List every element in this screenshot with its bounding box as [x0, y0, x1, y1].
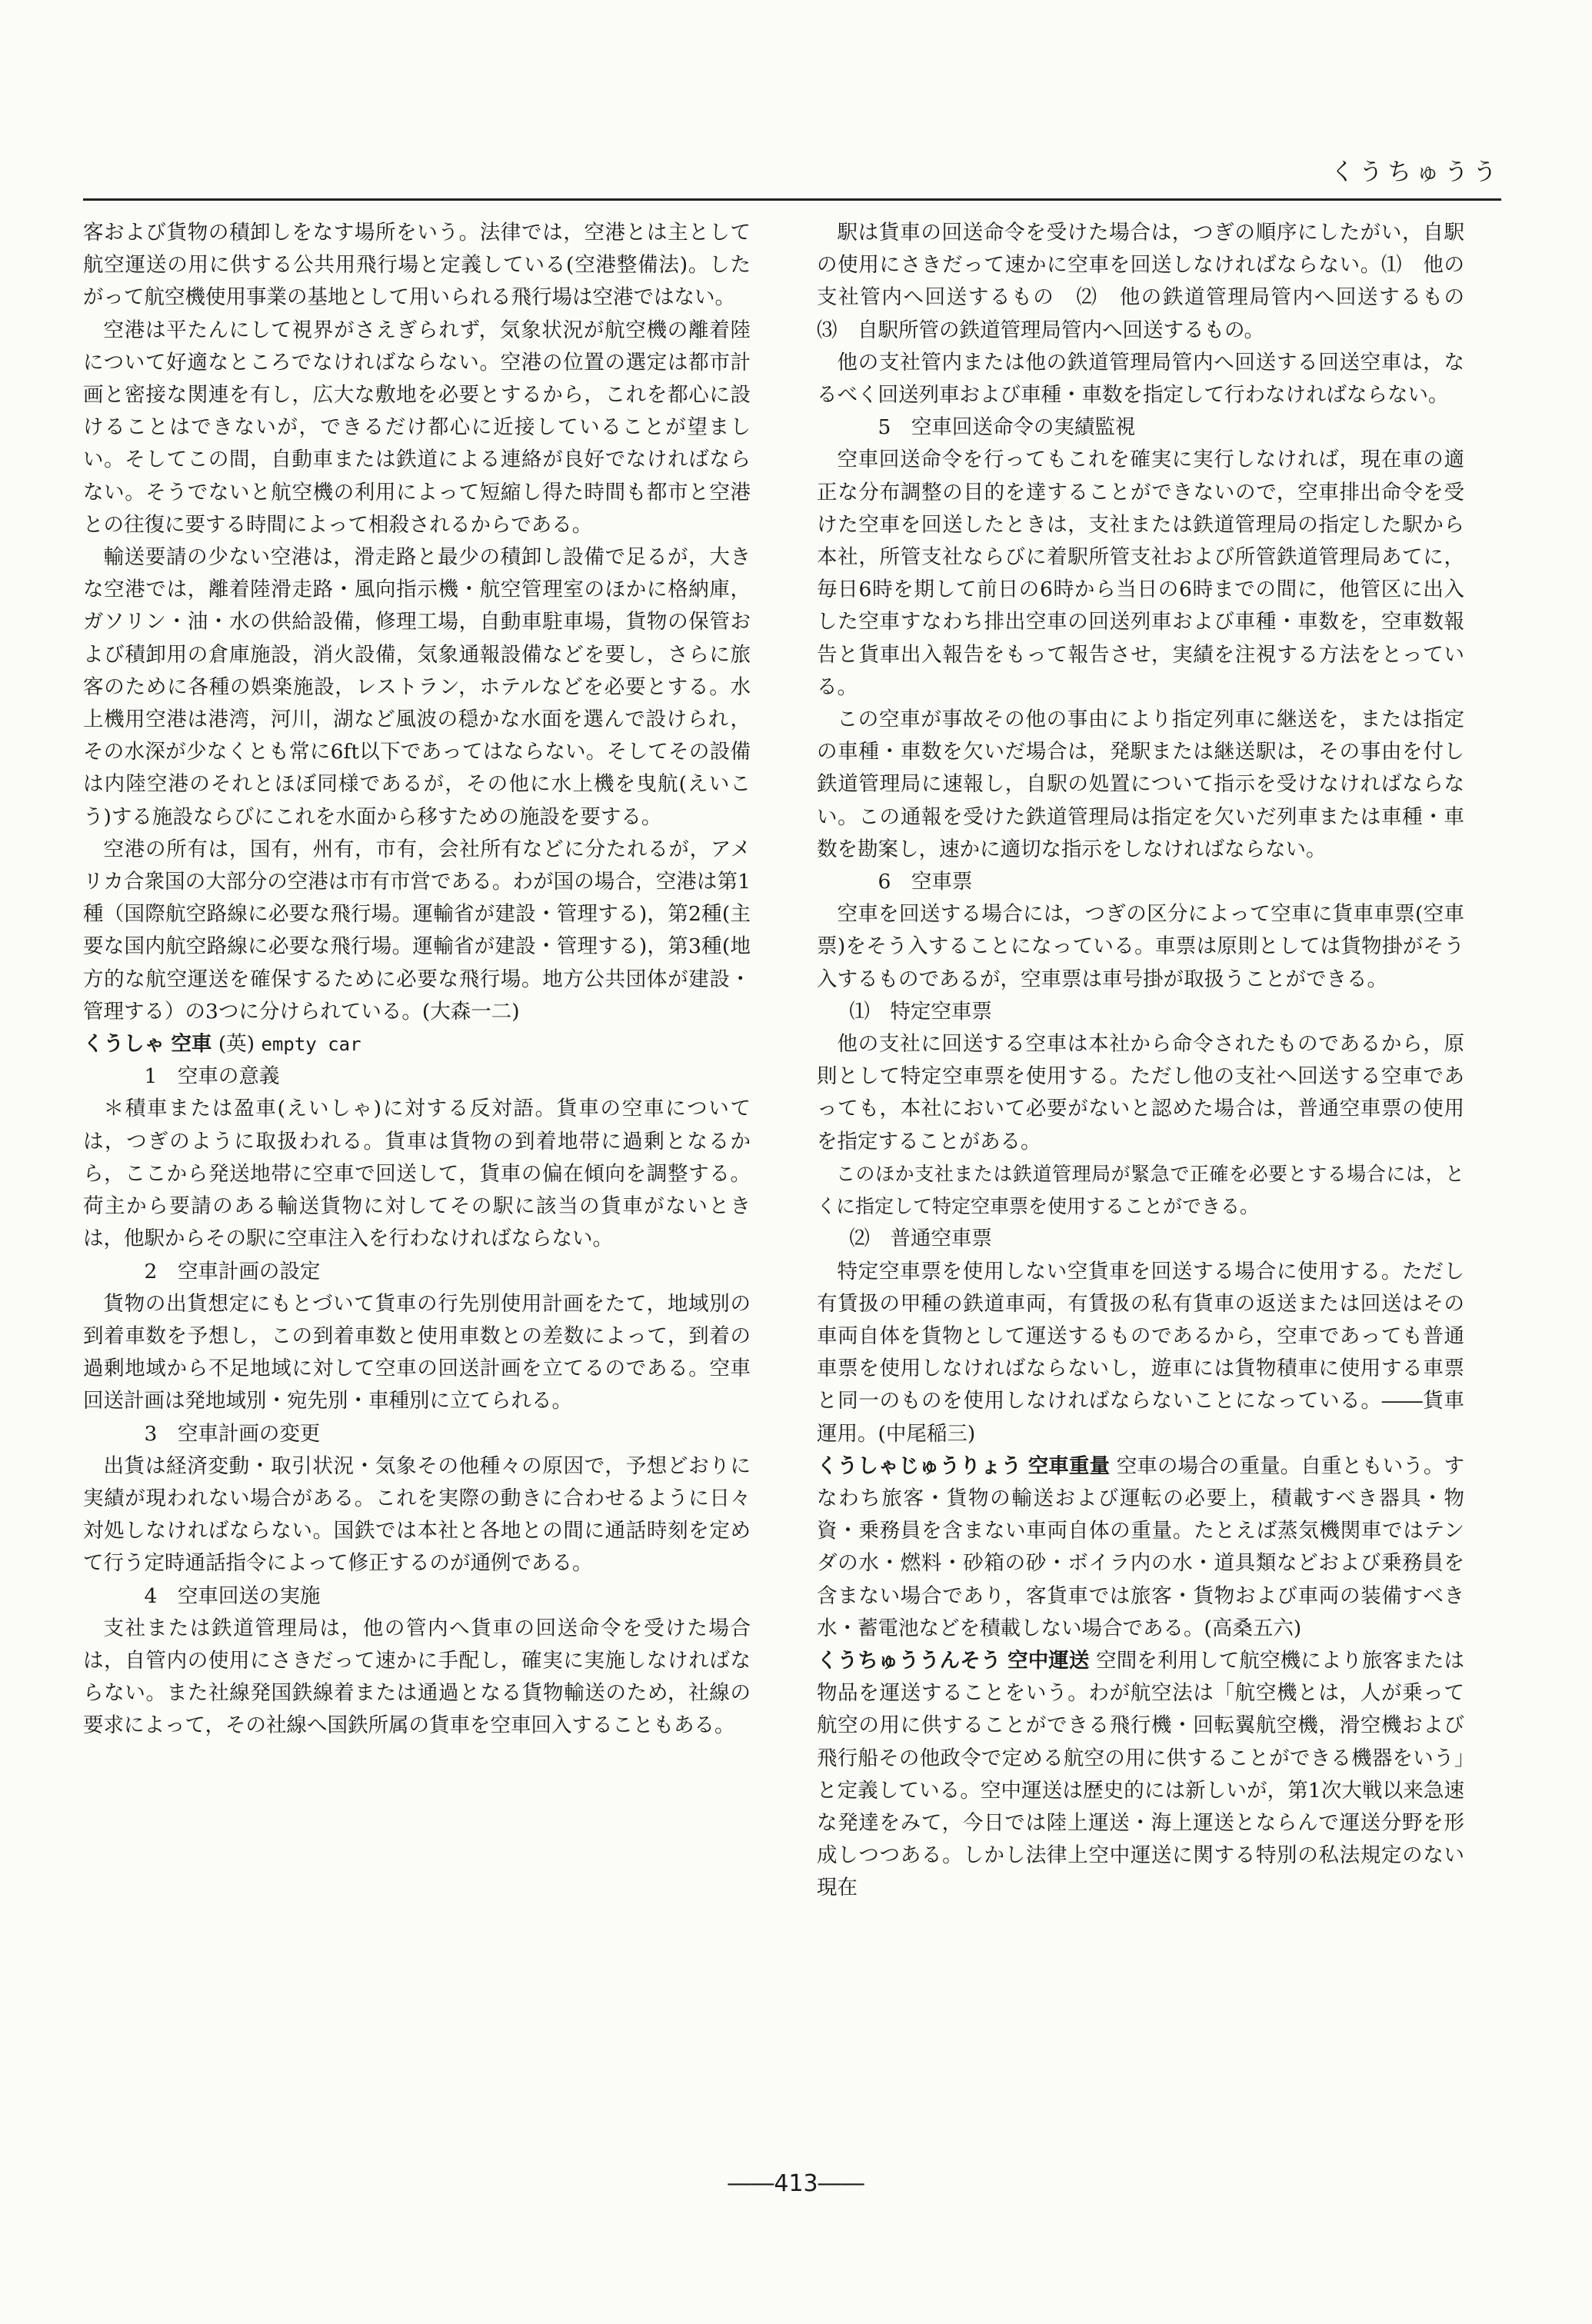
- left-column: [83, 217, 751, 2163]
- entry-reading: くうしゃじゅうりょう: [817, 1453, 1022, 1478]
- paragraph: 特定空車票を使用しない空貨車を回送する場合に使用する。ただし有賃扱の甲種の鉄道車両，有賃扱の私有貨車の返送または回送はその車両自体を貨物として運送するものであるから，空車であっても普通車票を使用しなければならないし，遊車には貨物積車に使用する車票と同一のものを使用しなければならないことになっている。――貨車運用。(中尾稲三): [817, 1259, 1464, 1446]
- paragraph: 空車回送命令を行ってもこれを確実に実行しなければ，現在車の適正な分布調整の目的を達することができないので，空車排出命令を受けた空車を回送したときは，支社または鉄道管理局の指定した駅から本社，所管支社ならびに着駅所管支社および所管鉄道管理局あてに，毎日6時を期して前日の6時から当日の6時までの間に，他管区に出入した空車すなわち排出空車の回送列車および車種・車数を，空車数報告と貨車出入報告をもって報告させ，実績を注視する方法をとっている。: [817, 448, 1464, 699]
- section-heading: 3 空車計画の変更: [144, 1421, 321, 1446]
- paragraph: 輸送要請の少ない空港は，滑走路と最少の積卸し設備で足るが，大きな空港では，離着陸滑走路・風向指示機・航空管理室のほかに格納庫，ガソリン・油・水の供給設備，修理工場，自動車駐車場，貨物の保管および積卸用の倉庫施設，消火設備，気象通報設備などを要し，さらに旅客のために各種の娯楽施設，レストラン，ホテルなどを必要とする。水上機用空港は港湾，河川，湖など風波の穏かな水面を選んで設けられ，その水深が少なくとも常に6ft以下であってはならない。そしてその設備は内陸空港のそれとほぼ同様であるが，その他に水上機を曳航(えいこう)する施設ならびにこれを水面から移すための施設を要する。: [83, 545, 751, 829]
- right-column: [817, 217, 1485, 2163]
- section-heading: 5 空車回送命令の実績監視: [878, 415, 1136, 440]
- entry-heading-kusha: [83, 1028, 751, 1060]
- paragraph: 空港の所有は，国有，州有，市有，会社所有などに分たれるが，アメリカ合衆国の大部分の空港は市有市営である。わが国の場合，空港は第1種（国際航空路線に必要な飛行場。運輸省が建設・管理する)，第2種(主要な国内航空路線に必要な飛行場。運輸省が建設・管理する)，第3種(地方的な航空運送を確保するために必要な飛行場。地方公共団体が建設・管理する）の3つに分けられている。(大森一二): [83, 837, 751, 1024]
- paragraph: 客および貨物の積卸しをなす場所をいう。法律では，空港とは主として航空運送の用に供する公共用飛行場と定義している(空港整備法)。したがって航空機使用事業の基地として用いられる飛行場は空港ではない。: [83, 221, 751, 310]
- entry-kusha-juryo: [817, 1450, 1464, 1645]
- entry-language: (英): [218, 1032, 255, 1057]
- paragraph: 空車を回送する場合には，つぎの区分によって空車に貨車車票(空車票)をそう入することになっている。車票は原則としては貨物掛がそう入するものであるが，空車票は車号掛が取扱うことができる。: [817, 902, 1464, 991]
- paragraph: 出貨は経済変動・取引状況・気象その他種々の原因で，予想どおりに実績が現われない場合がある。これを実際の動きに合わせるように日々対処しなければならない。国鉄では本社と各地との間に通話時刻を定めて行う定時通話指令によって修正するのが通例である。: [83, 1453, 751, 1576]
- paragraph: 他の支社管内または他の鉄道管理局管内へ回送する回送空車は，なるべく回送列車および車種・車数を指定して行わなければならない。: [817, 350, 1464, 408]
- paragraph: この空車が事故その他の事由により指定列車に継送を，または指定の車種・車数を欠いだ場合は，発駅または継送駅は，その事由を付し鉄道管理局に速報し，自駅の処置について指示を受けなければならない。この通報を受けた鉄道管理局は指定を欠いだ列車または車種・車数を勘案し，速かに適切な指示をしなければならない。: [817, 708, 1464, 861]
- paragraph: 空港は平たんにして視界がさえぎられず，気象状況が航空機の離着陸について好適なところでなければならない。空港の位置の選定は都市計画と密接な関連を有し，広大な敷地を必要とするから，これを都心に設けることはできないが，できるだけ都心に近接していることが望ましい。そしてこの間，自動車または鉄道による連絡が良好でなければならない。そうでないと航空機の利用によって短縮し得た時間も都市と空港との往復に要する時間によって相殺されるからである。: [83, 318, 751, 537]
- page-number: ――413――: [728, 2170, 864, 2197]
- running-header: [83, 152, 1501, 201]
- paragraph: ＊積車または盈車(えいしゃ)に対する反対語。貨車の空車については，つぎのように取扱われる。貨車は貨物の到着地帯に過剰となるから，ここから発送地帯に空車で回送して，貨車の偏在傾向を調整する。荷主から要請のある輸送貨物に対してその駅に該当の貨車がないときは，他駅からその駅に空車注入を行わなければならない。: [83, 1097, 751, 1251]
- entry-term: 空中運送: [1007, 1648, 1090, 1673]
- section-heading: 2 空車計画の設定: [144, 1259, 321, 1284]
- paragraph: 駅は貨車の回送命令を受けた場合は，つぎの順序にしたがい，自駅の使用にさきだって速かに空車を回送しなければならない。⑴ 他の支社管内へ回送するもの ⑵ 他の鉄道管理局管内へ回送するもの ⑶ 自駅所管の鉄道管理局管内へ回送するもの。: [817, 221, 1485, 342]
- entry-term: 空車重量: [1027, 1453, 1111, 1478]
- subsection-heading: ⑵ 普通空車票: [849, 1227, 992, 1251]
- entry-term: 空車: [171, 1032, 212, 1057]
- note-paragraph: このほか支社または鉄道管理局が緊急で正確を必要とする場合には，とくに指定して特定空車票を使用することができる。: [817, 1162, 1464, 1218]
- entry-reading: くうしゃ: [83, 1032, 165, 1057]
- section-heading: 1 空車の意義: [144, 1064, 280, 1089]
- entry-kuchu-unso: [817, 1645, 1464, 1905]
- section-heading: 6 空車票: [878, 870, 973, 894]
- entry-english: empty car: [261, 1034, 361, 1056]
- running-title: くうちゅうう: [1331, 158, 1501, 186]
- paragraph: 貨物の出貨想定にもとづいて貨車の行先別使用計画をたて，地域別の到着車数を予想し，この到着車数と使用車数との差数によって，到着の過剰地域から不足地域に対して空車の回送計画を立てるのである。空車回送計画は発地域別・宛先別・車種別に立てられる。: [83, 1291, 751, 1413]
- entry-text: 空間を利用して航空機により旅客または物品を運送することをいう。わが航空法は「航空機とは，人が乗って航空の用に供することができる飛行機・回転翼航空機，滑空機および飛行船その他政令で定める航空の用に供することができる機器をいう」と定義している。空中運送は歴史的には新しいが，第1次大戦以来急速な発達をみて，今日では陸上運送・海上運送とならんで運送分野を形成しつつある。しかし法律上空中運送に関する特別の私法規定のない現在: [817, 1648, 1465, 1900]
- entry-reading: くうちゅううんそう: [817, 1648, 1001, 1673]
- entry-text: 空車の場合の重量。自重ともいう。すなわち旅客・貨物の輸送および運転の必要上，積載すべき器具・物資・乗務員を含まない車両自体の重量。たとえば蒸気機関車ではテンダの水・燃料・砂箱の砂・ボイラ内の水・道具類などおよび乗務員を含まない場合であり，客貨車では旅客・貨物および車両の装備すべき水・蓄電池などを積載しない場合である。(高桑五六): [817, 1453, 1464, 1640]
- section-heading: 4 空車回送の実施: [144, 1583, 321, 1608]
- paragraph: 支社または鉄道管理局は，他の管内へ貨車の回送命令を受けた場合は，自管内の使用にさきだって速かに手配し，確実に実施しなければならない。また社線発国鉄線着または通過となる貨物輸送のため，社線の要求によって，その社線へ国鉄所属の貨車を空車回入することもある。: [83, 1616, 751, 1738]
- subsection-heading: ⑴ 特定空車票: [849, 999, 992, 1024]
- paragraph: 他の支社に回送する空車は本社から命令されたものであるから，原則として特定空車票を使用する。ただし他の支社へ回送する空車であっても，本社において必要がないと認めた場合は，普通空車票の使用を指定することがある。: [817, 1032, 1464, 1154]
